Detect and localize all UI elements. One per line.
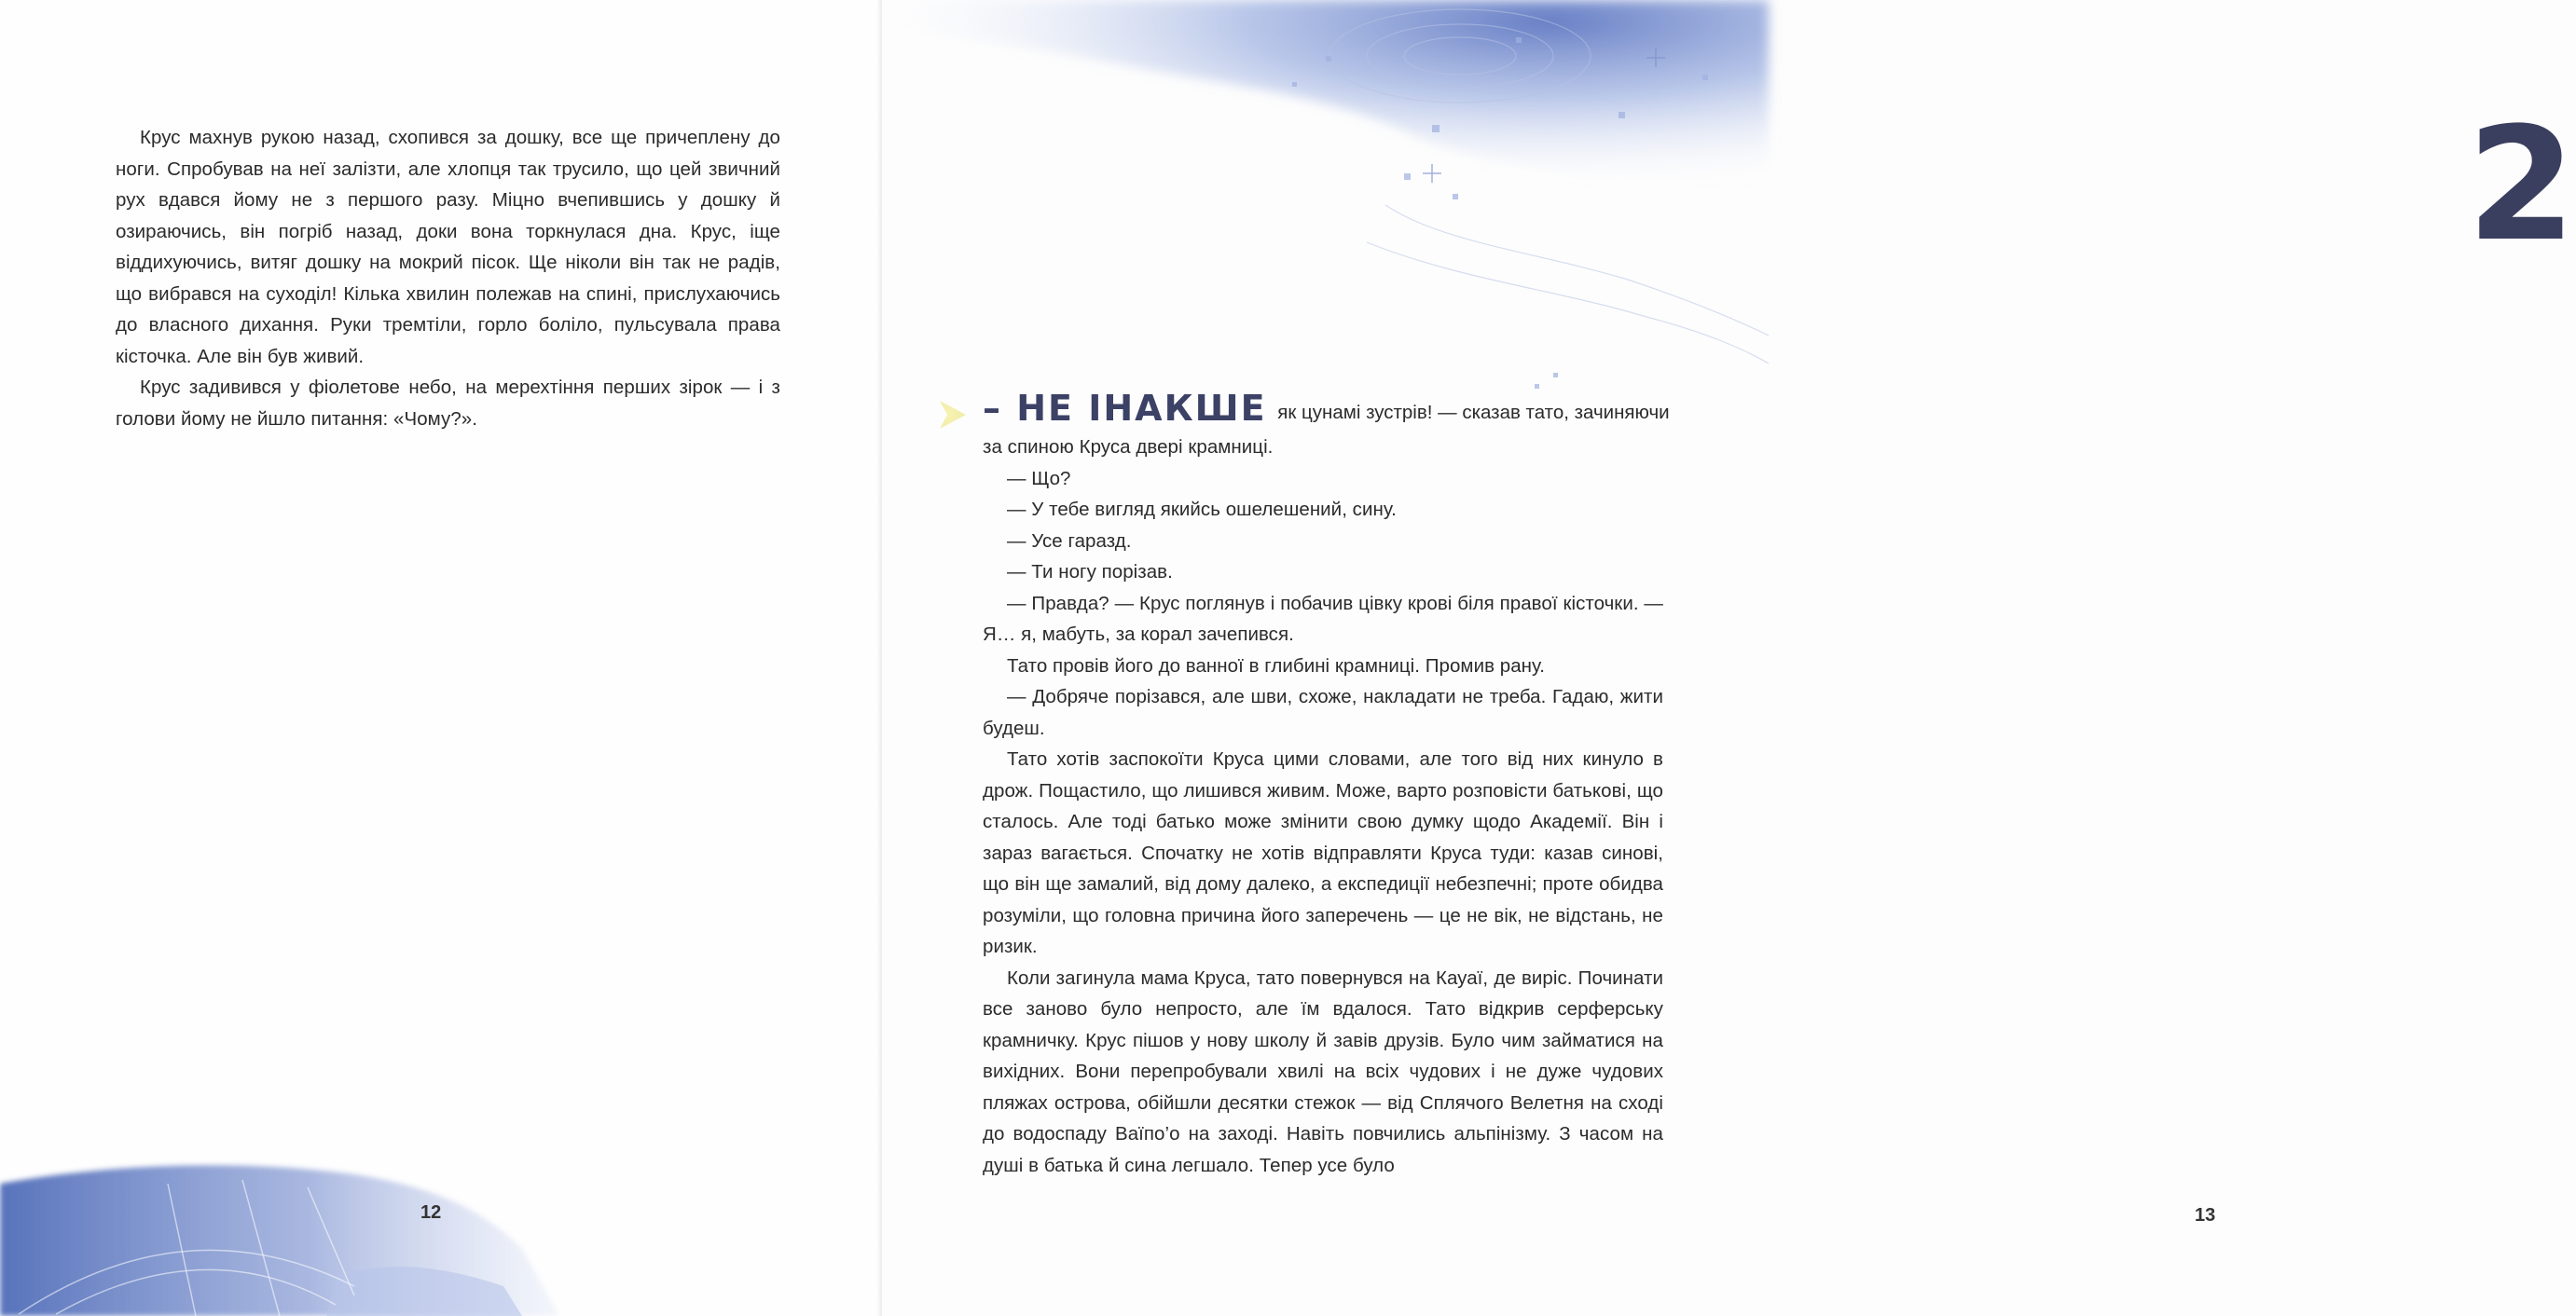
page-number: 12 [420, 1202, 442, 1223]
right-page-text [983, 432, 1663, 1181]
watercolor-wave-decoration [0, 1146, 882, 1316]
left-page [0, 0, 882, 1316]
paragraph: Крус махнув рукою назад, схопився за дошку, все ще причеплену до ноги. Спробував на неї залізти, але хлопця так трусило, що цей звичний рух вдався йому не з першого разу. Міцно вчепившись у дошку й озираючись, він погріб назад, доки вона торкнулася дна. Крус, іще віддихуючись, витяг дошку на мокрий пісок. Ще ніколи він так не радів, що вибрався на суходіл! Кілька хвилин полежав на спині, прислухаючись до власного дихання. Руки тремтіли, горло боліло, пульсувала права кісточка. Але він був живий. [116, 127, 780, 367]
page-number: 13 [2195, 1205, 2216, 1226]
paragraph: — Усе гаразд. [1007, 529, 1132, 552]
paragraph: Тато провів його до ванної в глибині крамниці. Промив рану. [1007, 654, 1546, 677]
paragraph: — Добряче порізався, але шви, схоже, накладати не треба. Гадаю, жити будеш. [983, 686, 1663, 739]
chapter-opening-text: як цунамі зустрів! — сказав тато, зачиняючи [1277, 402, 1670, 423]
paragraph: — Що? [1007, 467, 1071, 489]
chapter-opening-caps: – НЕ ІНАКШЕ [983, 388, 1267, 429]
left-page-text [116, 122, 780, 434]
chapter-number: 2 [2467, 93, 2576, 276]
paragraph: — Правда? — Крус поглянув і побачив цівку крові біля правої кісточки. — Я… я, мабуть, за корал зачепився. [983, 592, 1663, 645]
paragraph: — У тебе вигляд якийсь ошелешений, сину. [1007, 499, 1397, 520]
paragraph: за спиною Круса двері крамниці. [983, 436, 1274, 458]
paragraph: Крус задивився у фіолетове небо, на мерехтіння перших зірок — і з голови йому не йшло питання: «Чому?». [116, 377, 780, 430]
chapter-arrow-icon [938, 399, 968, 431]
paragraph: Тато хотів заспокоїти Круса цими словами, але того від них кинуло в дрож. Пощастило, що лишився живим. Може, варто розповісти батькові, що сталось. Але тоді батько може змінити свою думку щодо Академії. Він і зараз вагається. Спочатку не хотів відправляти Круса туди: казав синові, що він ще замалий, від дому далеко, а експедиції небезпечні; проте обидва розуміли, що головна причина його заперечень — це не вік, не відстань, не ризик. [983, 748, 1663, 957]
paragraph: Коли загинула мама Круса, тато повернувся на Кауаї, де виріс. Починати все заново було непросто, але їм вдалося. Тато відкрив серферську крамничку. Крус пішов у нову школу й завів друзів. Було чим займатися на вихідних. Вони перепробували хвилі на всіх чудових і не дуже чудових пляжах острова, обійшли десятки стежок — від Сплячого Велетня на сході до водоспаду Ваїпо’о на заході. Навіть повчились альпінізму. З часом на душі в батька й сина легшало. Тепер усе було [983, 966, 1663, 1176]
chapter-opening-line [983, 388, 1670, 429]
paragraph: — Ти ногу порізав. [1007, 561, 1173, 583]
watercolor-header-decoration [882, 0, 1769, 391]
